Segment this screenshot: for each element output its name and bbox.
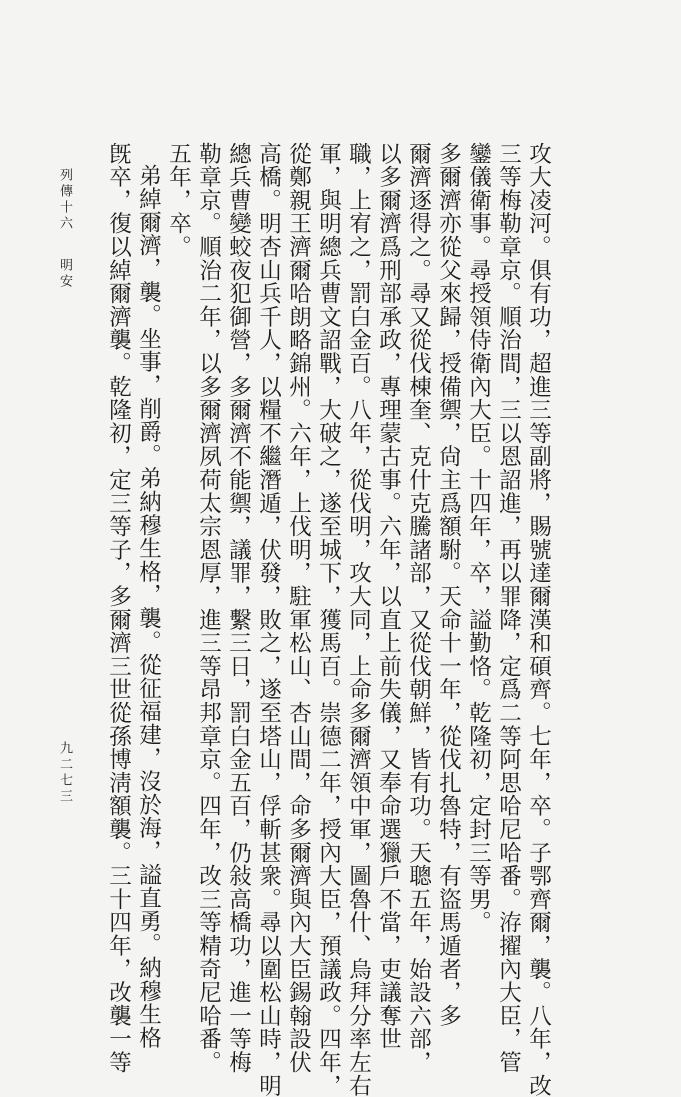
text-column: 多爾濟亦從父來歸，授備禦，尙主爲額駙。天命十一年，從伐扎魯特，有盜馬遁者，多 bbox=[435, 142, 462, 1028]
text-column: 軍，與明總兵曹文詔戰，大破之，遂至城下，獲馬百。崇德二年，授內大臣，預議政。四年， bbox=[315, 142, 342, 1097]
text-column: 弟綽爾濟，襲。坐事，削爵。弟納穆生格，襲。從征福建，沒於海，謚直勇。納穆生格 bbox=[135, 164, 162, 1050]
text-column: 攻大凌河。俱有功，超進三等副將，賜號達爾漢和碩齊。七年，卒。子鄂齊爾，襲。八年，改 bbox=[525, 142, 552, 1097]
text-column: 以多爾濟爲刑部承政，專理蒙古事。六年，以直上前失儀，又奉命選獵戶不當，吏議奪世 bbox=[375, 142, 402, 1051]
page-number: 九二七三 bbox=[57, 741, 72, 805]
text-column: 爾濟逐得之。尋又從伐棟奎、克什克騰諸部，又從伐朝鮮，皆有功。天聰五年，始設六部， bbox=[405, 142, 432, 1074]
text-column: 旣卒，復以綽爾濟襲。乾隆初，定三等子，多爾濟三世從孫博淸額襲。三十四年，改襲一等 bbox=[105, 142, 132, 1074]
text-column: 勒章京。順治二年，以多爾濟夙荷太宗恩厚，進三等昂邦章京。四年，改三等精奇尼哈番。 bbox=[195, 142, 222, 1074]
text-column: 高橋。明杏山兵千人，以糧不繼潛遁，伏發，敗之，遂至塔山，俘斬甚衆。尋以圍松山時，明 bbox=[255, 142, 282, 1097]
text-column: 從鄭親王濟爾哈朗略錦州。六年，上伐明，駐軍松山、杏山間，命多爾濟與內大臣錫翰設伏 bbox=[285, 142, 312, 1074]
chapter-title: 列傳十六 bbox=[57, 168, 72, 232]
text-column: 職，上宥之，罰白金百。八年，從伐明，攻大同，上命多爾濟領中軍，圖魯什、烏拜分率左右 bbox=[345, 142, 372, 1097]
text-column: 五年，卒。 bbox=[165, 142, 192, 259]
text-column: 鑾儀衛事。尋授領侍衛內大臣。十四年，卒，謚勤恪。乾隆初，定封三等男。 bbox=[465, 142, 492, 935]
section-title: 明安 bbox=[57, 258, 72, 290]
text-column: 三等梅勒章京。順治間，三以恩詔進，再以罪降，定爲二等阿思哈尼哈番。洊擢內大臣，管 bbox=[495, 142, 522, 1074]
running-header bbox=[58, 168, 71, 290]
text-column: 總兵曹變蛟夜犯御營，多爾濟不能禦，議罪，繫三日，罰白金五百，仍敍高橋功，進一等梅 bbox=[225, 142, 252, 1074]
